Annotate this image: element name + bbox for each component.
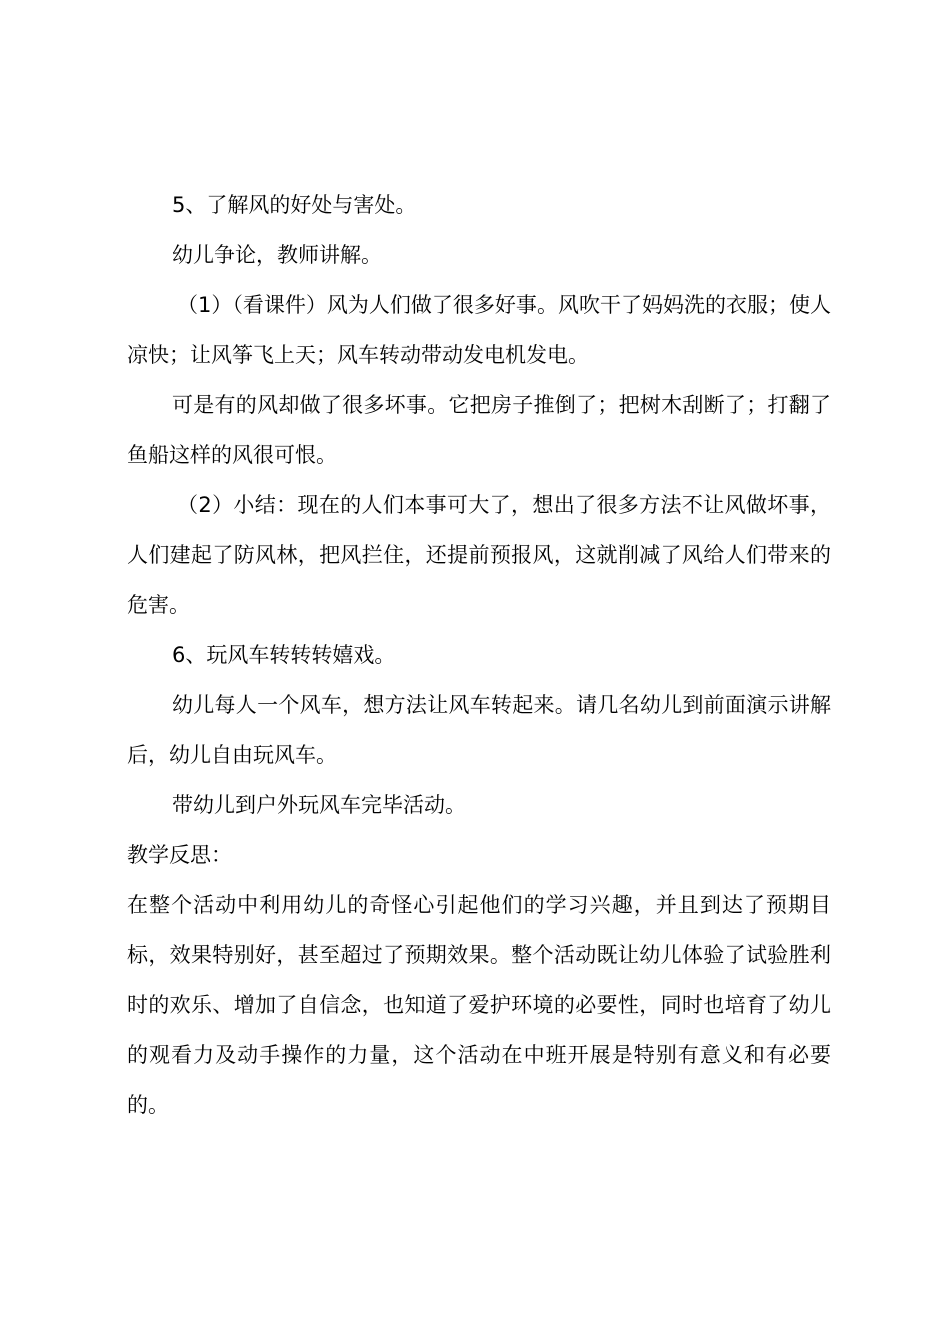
reflection-heading: 教学反思：: [127, 843, 232, 867]
step-6-heading: 6、玩风车转转转嬉戏。: [172, 643, 396, 667]
ending-paragraph: 带幼儿到户外玩风车完毕活动。: [172, 793, 466, 817]
step-5-heading: 5、了解风的好处与害处。: [172, 193, 417, 217]
discussion-paragraph: 幼儿争论，教师讲解。: [172, 243, 382, 267]
bad-wind-paragraph: 可是有的风却做了很多坏事。它把房子推倒了；把树木刮断了；打翻了鱼船这样的风很可恨。: [127, 393, 831, 467]
summary-paragraph: （2）小结：现在的人们本事可大了，想出了很多方法不让风做坏事，人们建起了防风林，把风拦住，还提前预报风，这就削减了风给人们带来的危害。: [127, 493, 831, 617]
good-wind-paragraph: （1）（看课件）风为人们做了很多好事。风吹干了妈妈洗的衣服；使人凉快；让风筝飞上天；风车转动带动发电机发电。: [127, 293, 831, 367]
pinwheel-paragraph: 幼儿每人一个风车，想方法让风车转起来。请几名幼儿到前面演示讲解后，幼儿自由玩风车。: [127, 693, 831, 767]
reflection-paragraph: 在整个活动中利用幼儿的奇怪心引起他们的学习兴趣，并且到达了预期目标，效果特别好，甚至超过了预期效果。整个活动既让幼儿体验了试验胜利时的欢乐、增加了自信念，也知道了爱护环境的必要性，同时也培育了幼儿的观看力及动手操作的力量，这个活动在中班开展是特别有意义和有必要的。: [127, 893, 831, 1117]
